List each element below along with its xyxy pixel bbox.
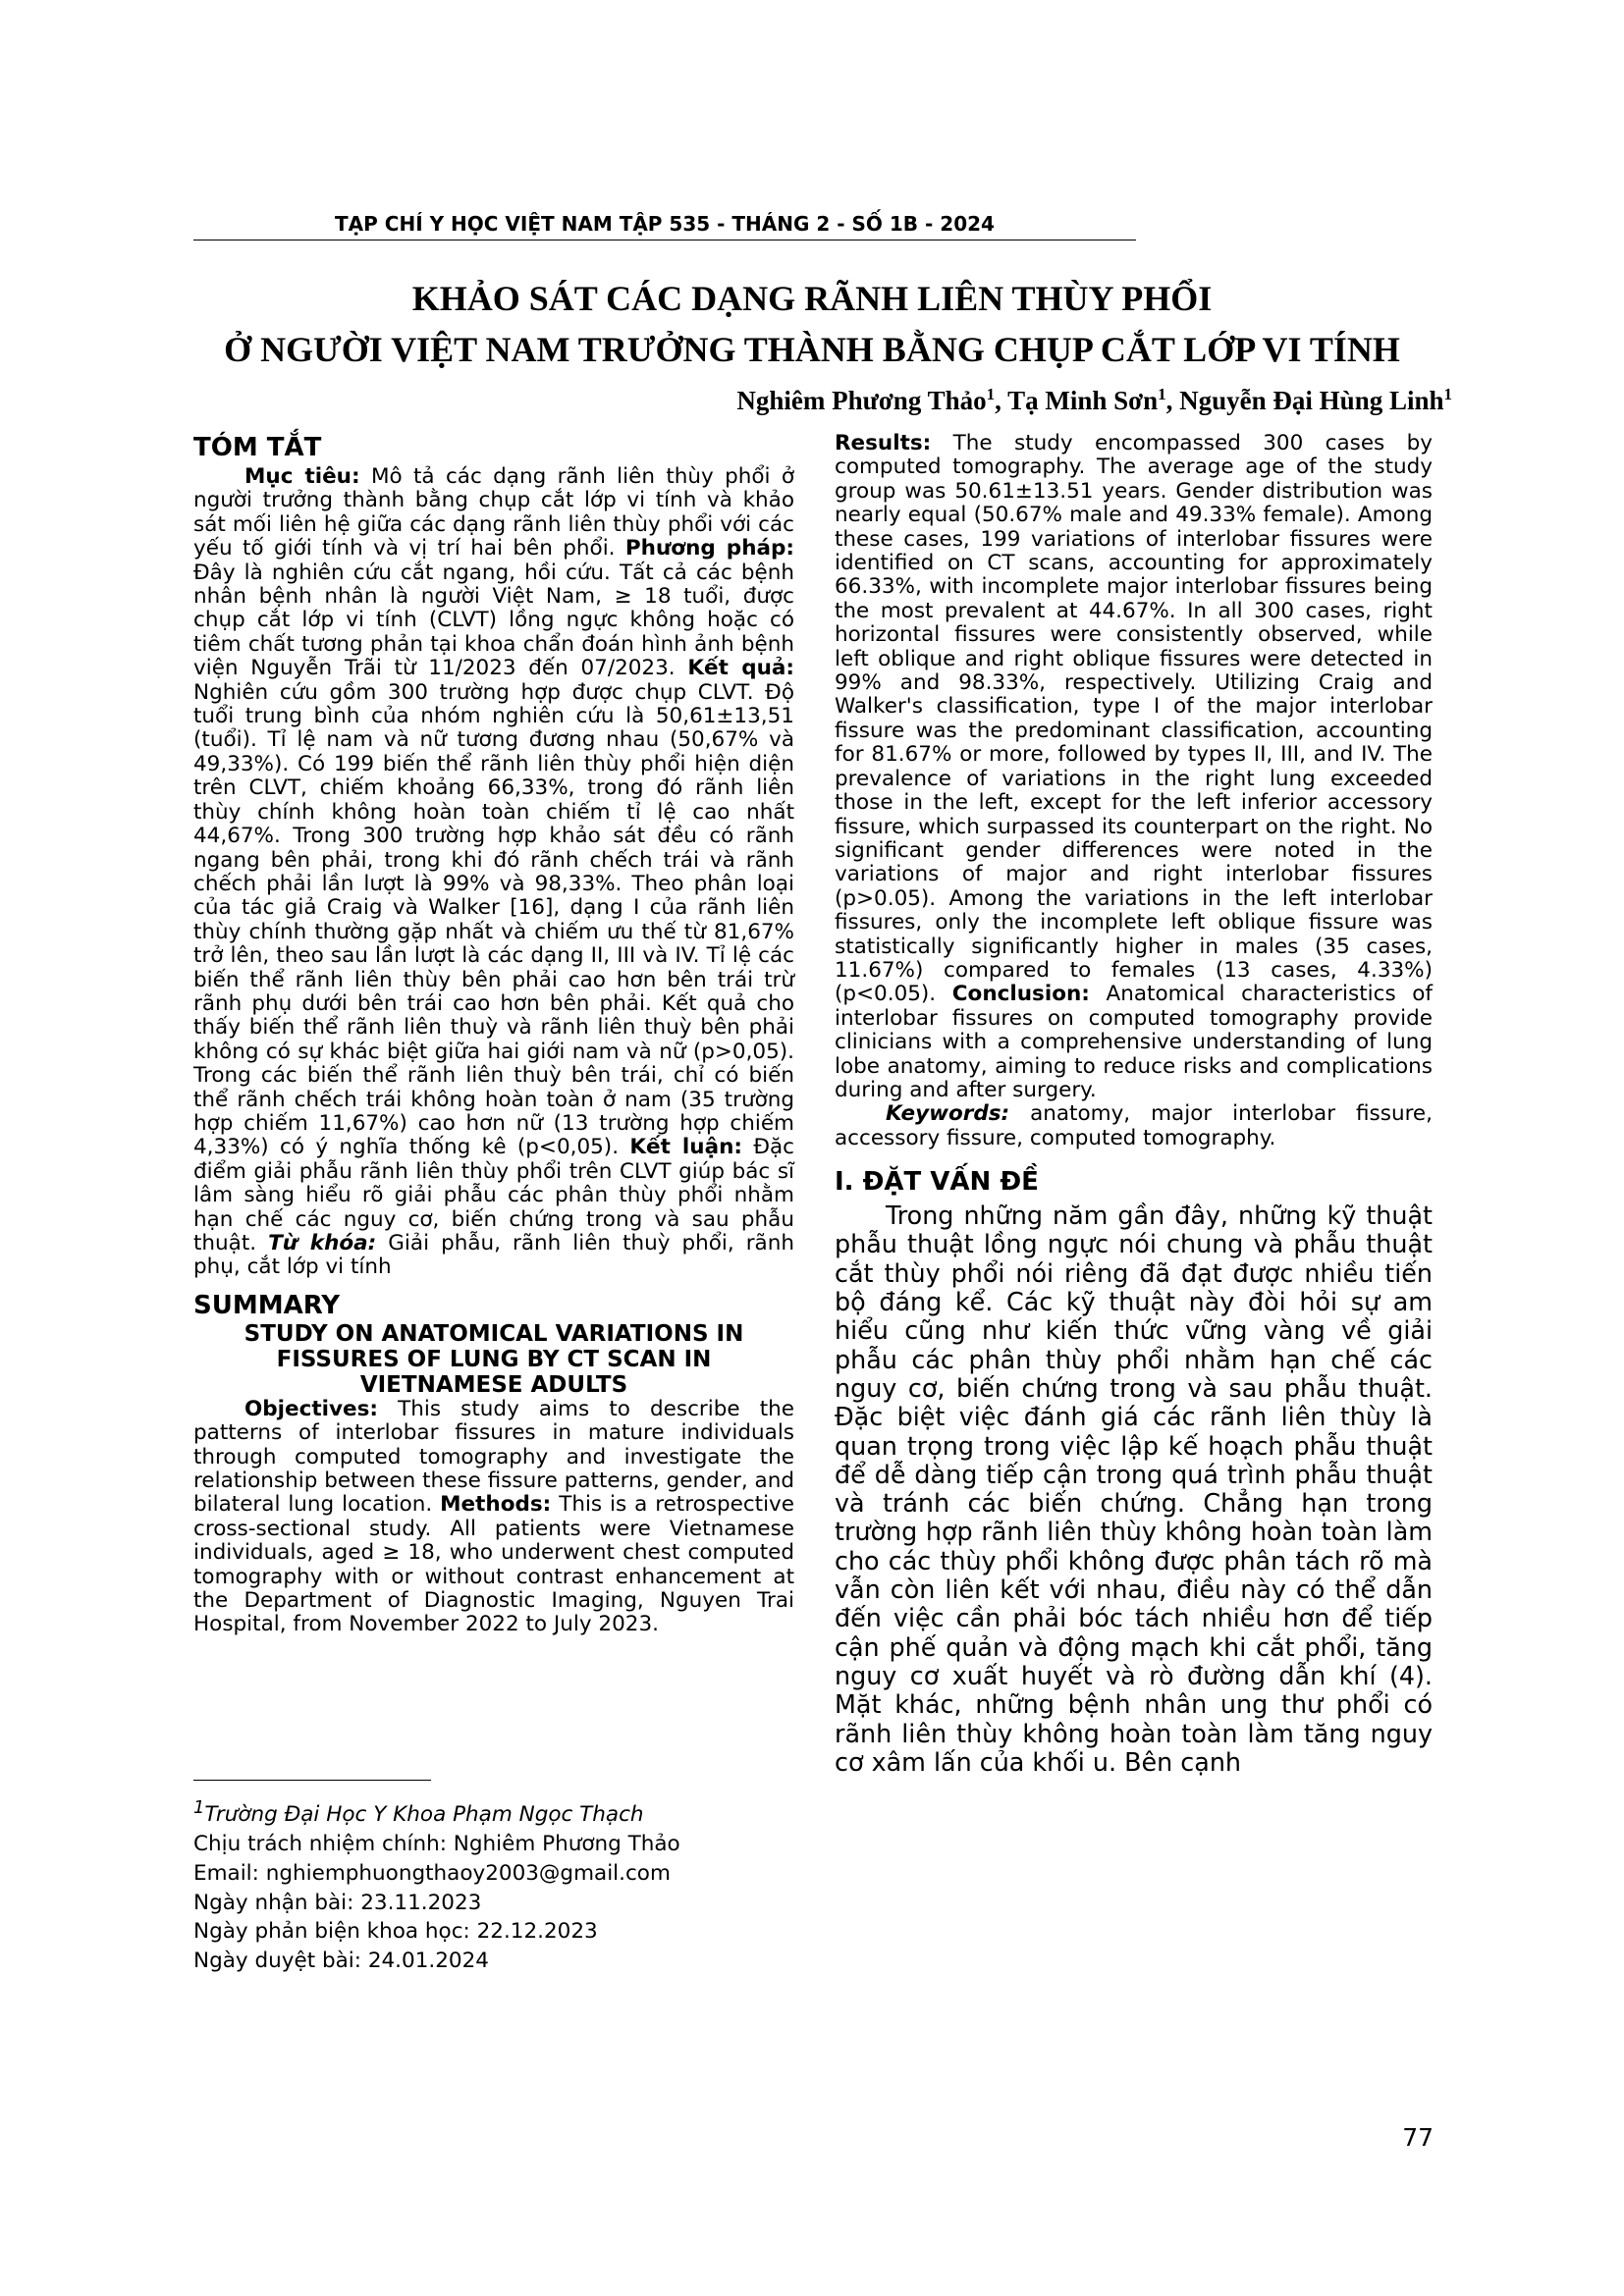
keywords-en-text: anatomy, major interlobar fissure, accessory fissure, computed tomography. (835, 1101, 1433, 1150)
conclusion-en-text: Anatomical characteristics of interlobar fissures on computed tomography provide clinicians with a comprehensive understanding of lung lobe anatomy, aiming to reduce risks and complications during and after surgery. (835, 982, 1433, 1102)
summary-body-start (193, 1398, 794, 1637)
footnote-approved: Ngày duyệt bài: 24.01.2024 (193, 1949, 489, 1974)
author-separator: , (995, 386, 1008, 415)
footnote-reviewed: Ngày phản biện khoa học: 22.12.2023 (193, 1919, 598, 1945)
section-heading: I. ĐẶT VẤN ĐỀ (835, 1167, 1039, 1198)
abstract-vi-heading: TÓM TẮT (193, 433, 322, 462)
page-number: 77 (1402, 2123, 1434, 2152)
result-text: Nghiên cứu gồm 300 trường hợp được chụp CLVT. Độ tuổi trung bình của nhóm nghiên cứu là 50,61±13,51 (tuổi). Tỉ lệ nam và nữ tương đương nhau (50,67% và 49,33%). Có 199 biến thể rãnh liên thùy phổi hiện diện trên CLVT, chiếm khoảng 66,33%, trong đó rãnh liên thùy chính không hoàn toàn chiếm tỉ lệ cao nhất 44,67%. Trong 300 trường hợp khảo sát đều có rãnh ngang bên phải, trong khi đó rãnh chếch trái và rãnh chếch phải lần lượt là 99% và 98,33%. Theo phân loại của tác giả Craig và Walker [16], dạng I của rãnh liên thùy chính thường gặp nhất và chiếm ưu thế từ 81,67% trở lên, theo sau lần lượt là các dạng II, III và IV. Tỉ lệ các biến thể rãnh liên thùy bên phải cao hơn bên trái trừ rãnh phụ dưới bên trái cao hơn bên phải. Kết quả cho thấy biến thể rãnh liên thuỳ và rãnh liên thuỳ bên phải không có sự khác biệt giữa hai giới nam và nữ (p>0,05). Trong các biến thể rãnh liên thuỳ bên trái, chỉ có biến thể rãnh chếch trái không hoàn toàn ở nam (35 trường hợp chiếm 11,67%) cao hơn nữ (13 trường hợp chiếm 4,33%) có ý nghĩa thống kê (p<0,05). (193, 679, 794, 1160)
conclusion-en-label: Conclusion: (951, 982, 1090, 1007)
conclusion-label: Kết luận: (629, 1135, 742, 1160)
author-affiliation: 1 (986, 385, 996, 403)
methods-label: Methods: (440, 1492, 552, 1518)
author-name: Tạ Minh Sơn (1007, 386, 1159, 415)
article-title (147, 273, 1477, 375)
footnote-divider (193, 1780, 431, 1781)
journal-header: TẠP CHÍ Y HỌC VIỆT NAM TẬP 535 - THÁNG 2 - SỐ 1B - 2024 (193, 210, 1136, 240)
author-name: Nghiêm Phương Thảo (736, 386, 987, 415)
results-label: Results: (835, 431, 932, 455)
left-column (193, 432, 794, 1637)
objectives-label: Objectives: (244, 1396, 379, 1421)
summary-title-line-1: STUDY ON ANATOMICAL VARIATIONS IN (244, 1320, 744, 1347)
right-column (835, 432, 1433, 1777)
footnote (193, 1793, 794, 1976)
author-affiliation: 1 (1443, 385, 1452, 403)
methods-text: This is a retrospective cross-sectional study. All patients were Vietnamese individuals, aged ≥ 18, who underwent chest computed tomography with or without contrast enhancement at the Department of Diagnostic Imaging, Nguyen Trai Hospital, from November 2022 to July 2023. (193, 1492, 794, 1637)
authors (736, 377, 1452, 418)
footnote-responsible: Chịu trách nhiệm chính: Nghiêm Phương Thảo (193, 1831, 680, 1856)
summary-body-continued (835, 432, 1433, 1102)
section-body: Trong những năm gần đây, những kỹ thuật phẫu thuật lồng ngực nói chung và phẫu thuật cắt thùy phổi nói riêng đã đạt được nhiều tiến bộ đáng kể. Các kỹ thuật này đòi hỏi sự am hiểu cũng như kiến thức vững vàng về giải phẫu các phân thùy phổi nhằm hạn chế các nguy cơ, biến chứng trong và sau phẫu thuật. Đặc biệt việc đánh giá các rãnh liên thùy là quan trọng trong việc lập kế hoạch phẫu thuật để dễ dàng tiếp cận trong quá trình phẫu thuật và tránh các biến chứng. Chẳng hạn trong trường hợp rãnh liên thùy không hoàn toàn làm cho các thùy phổi không được phân tách rõ mà vẫn còn liên kết với nhau, điều này có thể dẫn đến việc cần phải bóc tách nhiều hơn để tiếp cận phế quản và động mạch khi cắt phổi, tăng nguy cơ xuất huyết và rò đường dẫn khí (4). Mặt khác, những bệnh nhân ung thư phổi có rãnh liên thùy không hoàn toàn làm tăng nguy cơ xâm lấn của khối u. Bên cạnh (835, 1201, 1433, 1777)
summary-title-line-3: VIETNAMESE ADULTS (359, 1371, 628, 1398)
results-text: The study encompassed 300 cases by computed tomography. The average age of the study group was 50.61±13.51 years. Gender distribution was nearly equal (50.67% male and 49.33% female). Among these cases, 199 variations of interlobar fissures were identified on CT scans, accounting for approximately 66.33%, with incomplete major interlobar fissures being the most prevalent at 44.67%. In all 300 cases, right horizontal fissures were consistently observed, while left oblique and right oblique fissures were detected in 99% and 98.33%, respectively. Utilizing Craig and Walker's classification, type I of the major interlobar fissure was the predominant classification, accounting for 81.67% or more, followed by types II, III, and IV. The prevalence of variations in the right lung exceeded those in the left, except for the left inferior accessory fissure, which surpassed its counterpart on the right. No significant gender differences were noted in the variations of major and right interlobar fissures (p>0.05). Among the variations in the left interlobar fissures, only the incomplete left oblique fissure was statistically significantly higher in males (35 cases, 11.67%) compared to females (13 cases, 4.33%) (p<0.05). (835, 431, 1433, 1007)
footnote-affiliation-text: Trường Đại Học Y Khoa Phạm Ngọc Thạch (204, 1802, 644, 1828)
method-text: Đây là nghiên cứu cắt ngang, hồi cứu. Tất cả các bệnh nhân bệnh nhân là người Việt Nam, ≥ 18 tuổi, được chụp cắt lớp vi tính (CLVT) lồng ngực không hoặc có tiêm chất tương phản tại khoa chẩn đoán hình ảnh bệnh viện Nguyễn Trãi từ 11/2023 đến 07/2023. (193, 560, 794, 681)
summary-heading: SUMMARY (193, 1290, 341, 1320)
author-separator: , (1165, 386, 1180, 415)
footnote-email: Email: nghiemphuongthaoy2003@gmail.com (193, 1860, 671, 1886)
keywords-en (835, 1102, 1433, 1150)
conclusion-text: Đặc điểm giải phẫu rãnh liên thùy phổi trên CLVT giúp bác sĩ lâm sàng hiểu rõ giải phẫu các phân thùy phổi nhằm hạn chế các nguy cơ, biến chứng trong và sau phẫu thuật. (193, 1135, 794, 1255)
footnote-mark: 1 (193, 1797, 205, 1818)
title-line-1: KHẢO SÁT CÁC DẠNG RÃNH LIÊN THÙY PHỔI (411, 279, 1213, 318)
footnote-affiliation (193, 1793, 794, 1830)
footnote-received: Ngày nhận bài: 23.11.2023 (193, 1890, 482, 1915)
method-label: Phương pháp: (624, 536, 795, 561)
title-line-2: Ở NGƯỜI VIỆT NAM TRƯỞNG THÀNH BẰNG CHỤP CẮT LỚP VI TÍNH (224, 330, 1400, 369)
keywords-text: Giải phẫu, rãnh liên thuỳ phổi, rãnh phụ, cắt lớp vi tính (193, 1231, 794, 1280)
result-label: Kết quả: (687, 656, 794, 681)
keywords-label: Từ khóa: (268, 1231, 377, 1255)
author-affiliation: 1 (1158, 385, 1166, 403)
objectives-text: This study aims to describe the patterns of interlobar fissures in mature individuals through computed tomography and investigate the relationship between these fissure patterns, gender, and bilateral lung location. (193, 1396, 794, 1518)
summary-title-line-2: FISSURES OF LUNG BY CT SCAN IN (276, 1346, 712, 1372)
objective-text: Mô tả các dạng rãnh liên thùy phổi ở người trưởng thành bằng chụp cắt lớp vi tính và khảo sát mối liên hệ giữa các dạng rãnh liên thùy phổi với các yếu tố giới tính và vị trí hai bên phổi. (193, 464, 794, 561)
keywords-en-label: Keywords: (886, 1101, 1010, 1127)
objective-label: Mục tiêu: (244, 464, 360, 489)
author-name: Nguyễn Đại Hùng Linh (1179, 386, 1444, 415)
abstract-vi-body (193, 465, 794, 1280)
summary-title (193, 1321, 794, 1398)
